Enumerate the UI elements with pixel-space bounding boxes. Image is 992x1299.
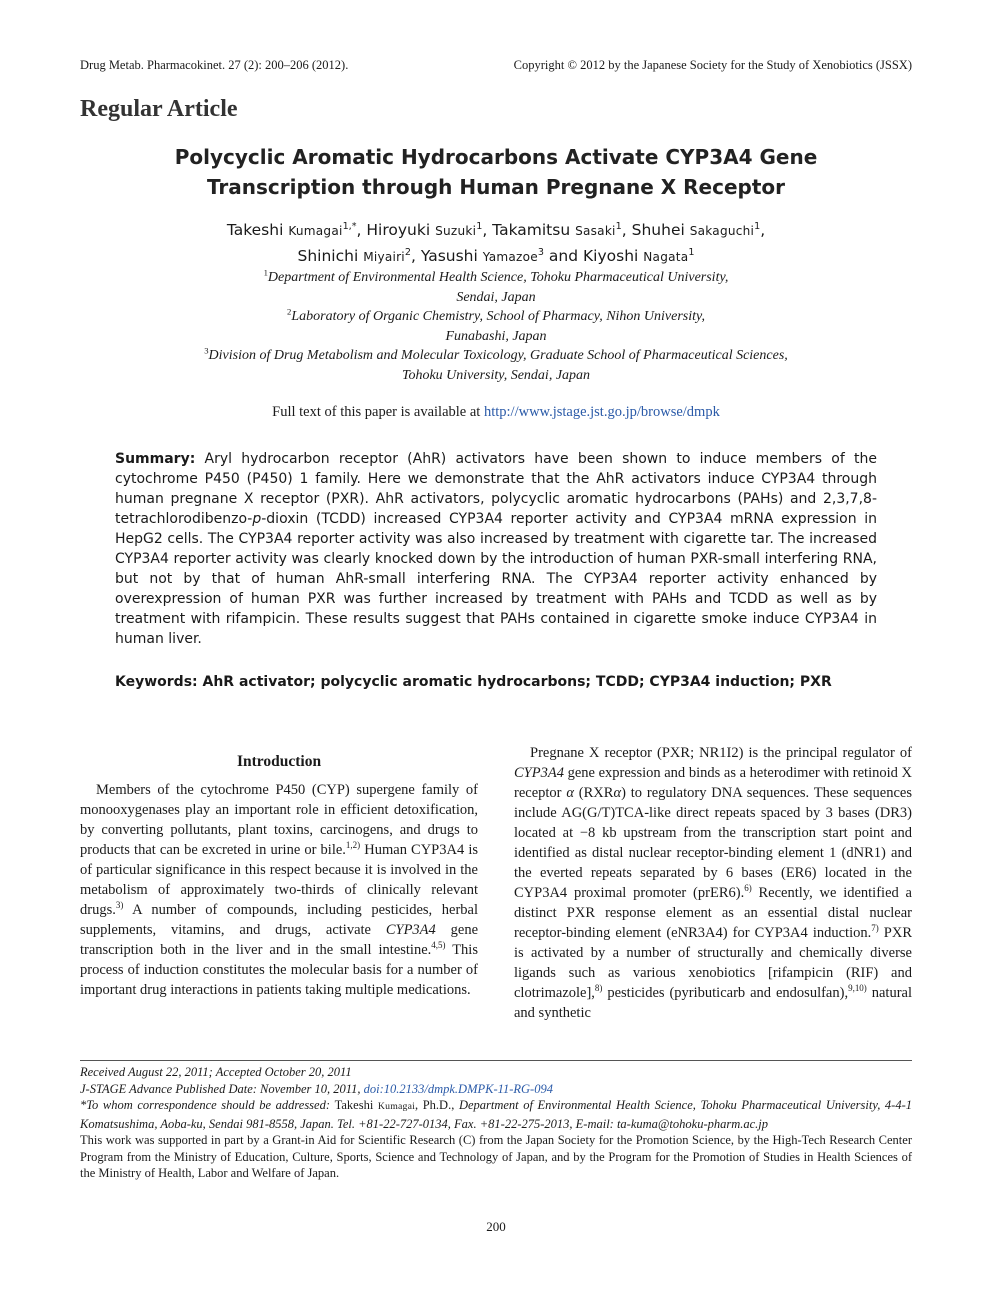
affiliation-3-city: Tohoku University, Sendai, Japan (401, 367, 591, 383)
author-line-2 (80, 244, 912, 270)
funding-note: This work was supported in part by a Grant-in Aid for Scientific Research (C) from the Japan Society for the Promotion Science, by the High-Tech Research Center Program from the Ministry of Education, Culture, Sports, Science and Technology of Japan, and by the Program for the Promotion of Studies in Health Sciences of the Ministry of Health, Labor and Welfare of Japan. (80, 1133, 912, 1180)
citation: 6) (744, 883, 752, 894)
affiliation-3: $^3$Division of Drug Metabolism and Molecular Toxicology, Graduate School of Pharmaceutical Sciences, (204, 345, 788, 363)
affiliations (80, 268, 912, 385)
jstage-date: J-STAGE Advance Published Date: November 10, 2011, doi:10.2133/dmpk.DMPK-11-RG-094 (80, 1081, 553, 1096)
author: Yasushi Yamazoe$^3$ and (420, 246, 584, 265)
author: Hiroyuki Suzuki$^1$, (366, 220, 493, 239)
doi-link[interactable]: doi:10.2133/dmpk.DMPK-11-RG-094 (363, 1081, 553, 1096)
article-title (80, 142, 912, 202)
footnote-divider (80, 1060, 912, 1061)
affiliation-2: $^2$Laboratory of Organic Chemistry, School of Pharmacy, Nihon University, (287, 306, 705, 324)
introduction-paragraph: Members of the cytochrome P450 (CYP) supergene family of monooxygenases play an important role in efficient detoxification, by converting pollutants, plant toxins, carcinogens, and drugs to products that can be excreted in urine or bile.$^{1,2)}$ Human CYP3A4 is of particular significance in this respect because it is involved in the metabolism of approximately two-thirds of clinically relevant drugs.$^{3)}$ A number of compounds, including pesticides, herbal supplements, vitamins, and drugs, activate CYP3A4 gene transcription both in the liver and in the small intestine.$^{4,5)}$ This process of induction constitutes the molecular basis for a number of important drug interactions in patients taking multiple medications. (80, 782, 479, 998)
page-number: 200 (486, 1219, 506, 1234)
affiliation-2-city: Funabashi, Japan (445, 328, 547, 344)
footnotes (80, 1064, 912, 1182)
author-list (80, 218, 912, 270)
received-dates: Received August 22, 2011; Accepted October 20, 2011 (80, 1065, 352, 1079)
article-type: Regular Article (80, 96, 238, 122)
author: Shuhei Sakaguchi$^1$, (631, 220, 766, 239)
citation: 8) (594, 983, 603, 994)
introduction-heading: Introduction (236, 753, 322, 770)
citation: 1,2) (345, 840, 361, 851)
citation: 7) (871, 923, 879, 934)
summary-label: Summary: (115, 451, 196, 467)
affiliation-1: $^1$Department of Environmental Health Science, Tohoku Pharmaceutical University, (263, 267, 729, 285)
fulltext-link[interactable]: http://www.jstage.jst.go.jp/browse/dmpk (483, 404, 720, 420)
affiliation-1-city: Sendai, Japan (456, 289, 536, 305)
copyright-notice: Copyright © 2012 by the Japanese Society for the Study of Xenobiotics (JSSX) (513, 58, 912, 72)
author: Shinichi Miyairi$^2$, (297, 246, 421, 265)
citation: 3) (115, 900, 124, 911)
author: Takamitsu Sasaki$^1$, (492, 220, 632, 239)
author: Kiyoshi Nagata$^1$ (583, 246, 695, 265)
citation: 9,10) (848, 983, 867, 994)
author-line-1 (80, 218, 912, 244)
left-column (80, 740, 478, 1000)
title-line-1: Polycyclic Aromatic Hydrocarbons Activate CYP3A4 Gene (174, 145, 818, 169)
correspondence: *To whom correspondence should be addressed: Takeshi Kumagai, Ph.D., Department of Environmental Health Science, Tohoku Pharmaceutical University, 4-4-1 Komatsushima, Aoba-ku, Sendai 981-8558, Japan. Tel. +81-22-727-0134, Fax. +81-22-275-2013, E-mail: ta-kuma@tohoku-pharm.ac.jp (80, 1098, 912, 1131)
fulltext-notice (80, 404, 912, 421)
title-line-2: Transcription through Human Pregnane X Receptor (206, 175, 786, 199)
keywords: Keywords: AhR activator; polycyclic aromatic hydrocarbons; TCDD; CYP3A4 induction; PXR (115, 674, 832, 690)
author: Takeshi Kumagai$^{1,*}$, (226, 220, 367, 239)
journal-citation: Drug Metab. Pharmacokinet. 27 (2): 200–206 (2012). (80, 58, 349, 72)
body-paragraph: Pregnane X receptor (PXR; NR1I2) is the principal regulator of CYP3A4 gene expression and binds as a heterodimer with retinoid X receptor α (RXRα) to regulatory DNA sequences. These sequences include AG(G/T)TCA-like direct repeats spaced by 3 bases (DR3) located at −8 kb upstream from the transcription start point and identified as distal nuclear receptor-binding element 1 (dNR1) and the everted repeats separated by 6 bases (ER6) located in the CYP3A4 proximal promoter (prER6).$^{6)}$ Recently, we identified a distinct PXR response element as an essential distal nuclear receptor-binding element (eNR3A4) for CYP3A4 induction.$^{7)}$ PXR is activated by a number of structurally and chemically diverse ligands such as various xenobiotics [rifampicin (RIF) and clotrimazole],$^{8)}$ pesticides (pyributicarb and endosulfan),$^{9,10)}$ natural and synthetic (514, 745, 912, 1021)
citation: 4,5) (431, 940, 446, 951)
right-column (514, 743, 912, 1023)
summary-abstract: Summary: Aryl hydrocarbon receptor (AhR) activators have been shown to induce members of the cytochrome P450 (P450) 1 family. Here we demonstrate that the AhR activators induce CYP3A4 through human pregnane X receptor (PXR). AhR activators, polycyclic aromatic hydrocarbons (PAHs) and 2,3,7,8-tetrachlorodibenzo-p-dioxin (TCDD) increased CYP3A4 reporter activity and CYP3A4 mRNA expression in HepG2 cells. The CYP3A4 reporter activity was also increased by treatment with cigarette tar. The increased CYP3A4 reporter activity was clearly knocked down by the introduction of human PXR-small interfering RNA, but not by that of human AhR-small interfering RNA. The CYP3A4 reporter activity enhanced by overexpression of human PXR was further increased by treatment with PAHs and TCDD as well as by treatment with rifampicin. These results suggest that PAHs contained in cigarette smoke induce CYP3A4 in human liver. (115, 451, 877, 647)
fulltext-label: Full text of this paper is available at (272, 404, 484, 420)
